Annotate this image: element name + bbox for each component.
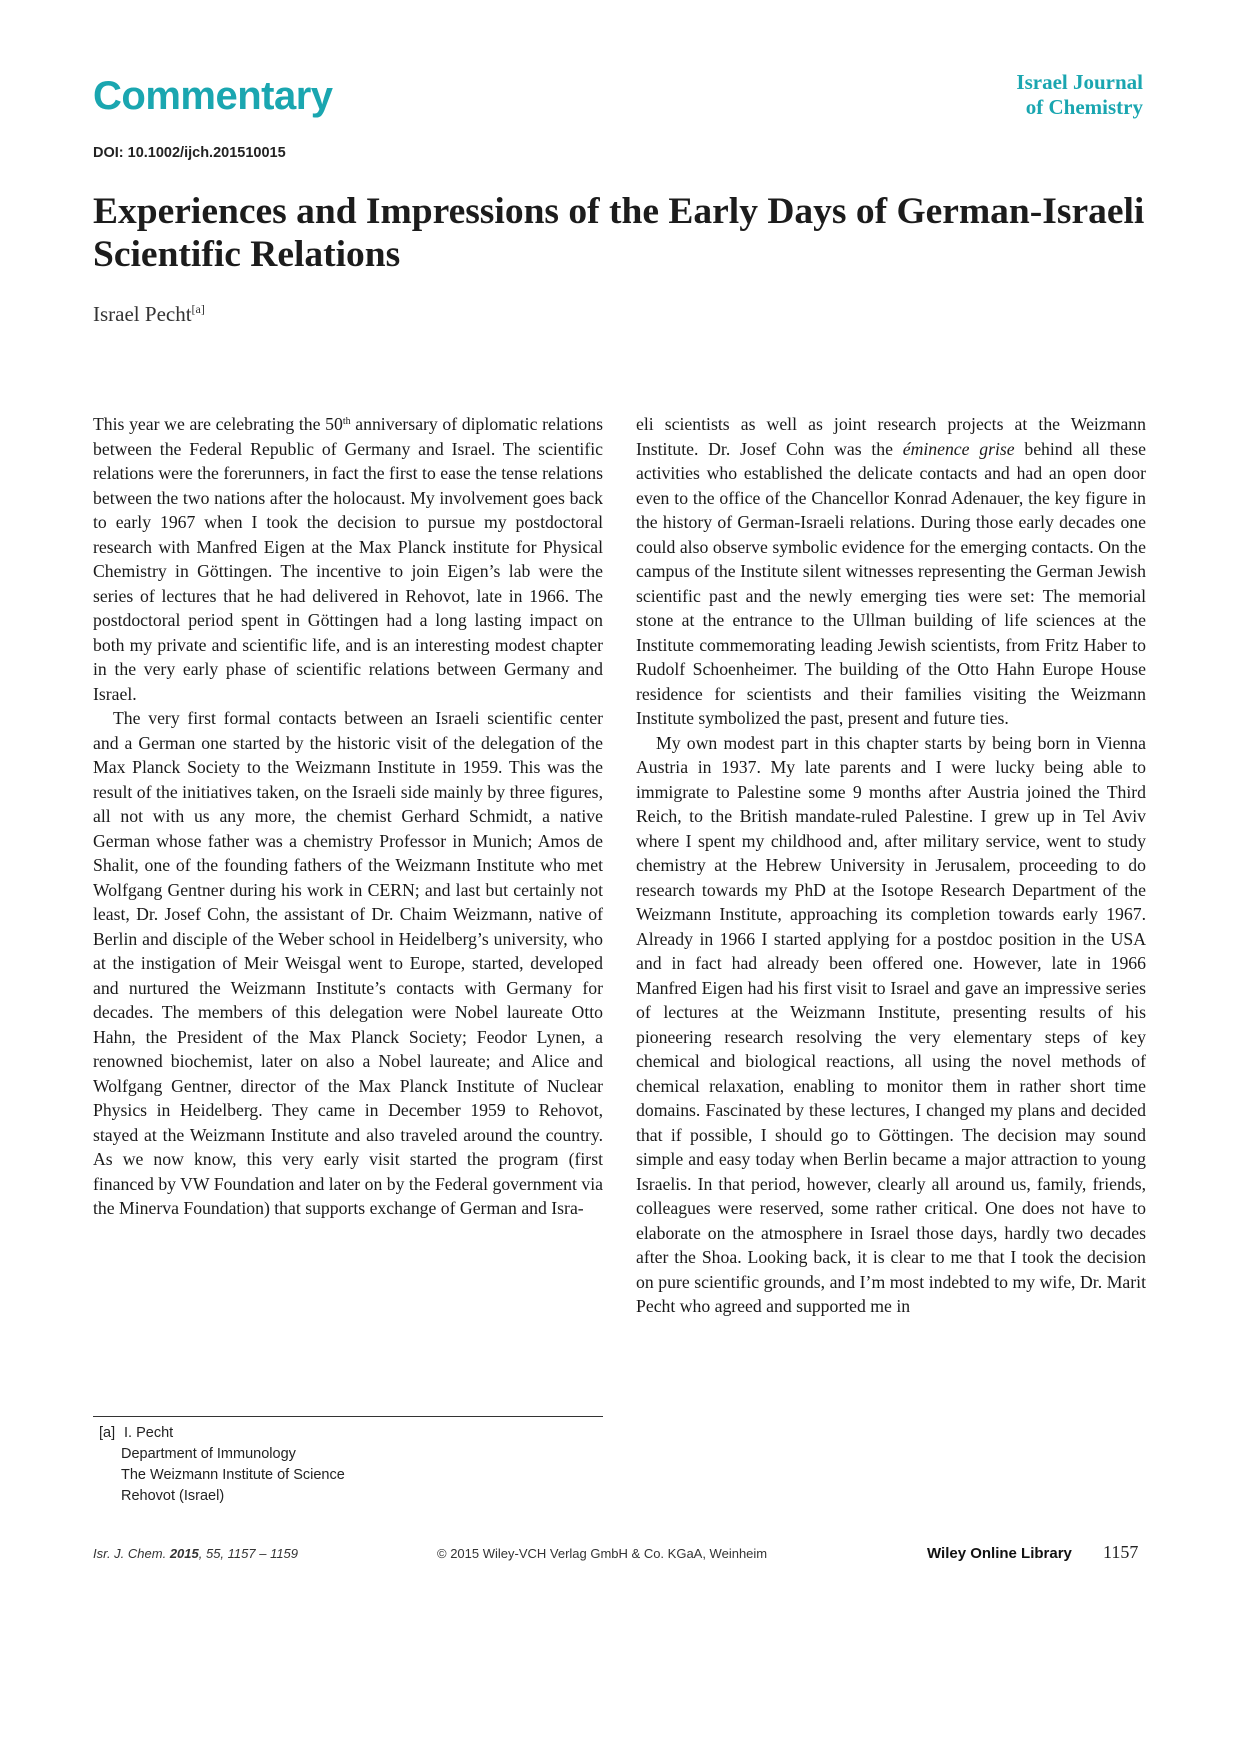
page-number: 1157 (1103, 1542, 1139, 1562)
journal-name-line2: of Chemistry (1025, 95, 1143, 119)
author-name: Israel Pecht (93, 302, 192, 326)
footer-citation: Isr. J. Chem. 2015, 55, 1157 – 1159 (93, 1546, 299, 1561)
superscript: th (342, 416, 351, 427)
footnote-marker: [a] (99, 1425, 116, 1441)
body-column-right (636, 412, 1146, 1319)
footnote-divider (93, 1416, 603, 1417)
italic-term: éminence grise (902, 438, 1015, 459)
footnote-location: Rehovot (Israel) (121, 1488, 225, 1504)
author-affiliation-mark: [a] (191, 302, 205, 316)
footer-copyright: © 2015 Wiley-VCH Verlag GmbH & Co. KGaA, Weinheim (437, 1546, 768, 1561)
wiley-online-library-link[interactable]: Wiley Online Library (927, 1545, 1072, 1562)
journal-name (943, 70, 1143, 120)
footnote-institute: The Weizmann Institute of Science (121, 1467, 345, 1483)
paragraph: The very first formal contacts between an Israeli scientific center and a German one started by the historic visit of the delegation of the Max Planck Society to the Weizmann Institute in 1959. This was the result of the initiatives taken, on the Israeli side mainly by three figures, all not with us any more, the chemist Gerhard Schmidt, a native German whose father was a chemistry Professor in Munich; Amos de Shalit, one of the founding fathers of the Weizmann Institute who met Wolfgang Gentner during his work in CERN; and last but certainly not least, Dr. Josef Cohn, the assistant of Dr. Chaim Weizmann, native of Berlin and disciple of the Weber school in Heidelberg’s university, who at the instigation of Meir Weisgal went to Europe, started, developed and nurtured the Weizmann Institute’s contacts with Germany for decades. The members of this delegation were Nobel laureate Otto Hahn, the President of the Max Planck Society; Feodor Lynen, a renowned biochemist, later on also a Nobel laureate; and Alice and Wolfgang Gentner, director of the Max Planck Institute of Nuclear Physics in Heidelberg. They came in December 1959 to Rehovot, stayed at the Weizmann Institute and also traveled around the country. As we now know, this very early visit started the program (first financed by VW Foundation and later on by the Federal government via the Minerva Foundation) that supports exchange of German and Isra- (93, 708, 603, 1218)
paragraph: eli scientists as well as joint research projects at the Weizmann Institute. Dr. Josef Cohn was the éminence grise behind all these activities who established the delicate contacts and had an open door even to the office of the Chancellor Konrad Adenauer, the key figure in the history of German-Israeli relations. During those early decades one could also observe symbolic evidence for the emerging contacts. On the campus of the Institute silent witnesses representing the German Jewish scientific past and the newly emerging ties were set: The memorial stone at the entrance to the Ullman building of life sciences at the Institute commemorating leading Jewish scientists, from Fritz Haber to Rudolf Schoenheimer. The building of the Otto Hahn Europe House residence for scientists and their families visiting the Weizmann Institute symbolized the past, present and future ties. (636, 414, 1146, 728)
author-line (93, 302, 205, 327)
footnote-author: I. Pecht (124, 1425, 174, 1441)
paragraph: This year we are celebrating the 50th anniversary of diplomatic relations between the Federal Republic of Germany and Israel. The scientific relations were the forerunners, in fact the first to ease the tense relations between the two nations after the holocaust. My involvement goes back to early 1967 when I took the decision to pursue my postdoctoral research with Manfred Eigen at the Max Planck institute for Physical Chemistry in Göttingen. The incentive to join Eigen’s lab were the series of lectures that he had delivered in Rehovot, late in 1966. The postdoctoral period spent in Göttingen had a long lasting impact on both my private and scientific life, and is an interesting modest chapter in the very early phase of scientific relations between Germany and Israel. (93, 414, 603, 704)
journal-name-line1: Israel Journal (1016, 70, 1143, 94)
paragraph: My own modest part in this chapter starts by being born in Vienna Austria in 1937. My late parents and I were lucky being able to immigrate to Palestine some 9 months after Austria joined the Third Reich, to the British mandate-ruled Palestine. I grew up in Tel Aviv where I spent my childhood and, after military service, went to study chemistry at the Hebrew University in Jerusalem, proceeding to do research towards my PhD at the Isotope Research Department of the Weizmann Institute, approaching its completion towards early 1967. Already in 1966 I started applying for a postdoc position in the USA and in fact had already been offered one. However, late in 1966 Manfred Eigen had his first visit to Israel and gave an impressive series of lectures at the Weizmann Institute, presenting results of his pioneering research resolving the very elementary steps of key chemical and biological reactions, all using the novel methods of chemical relaxation, enabling to monitor them in rather short time domains. Fascinated by these lectures, I changed my plans and decided that if possible, I should go to Göttingen. The decision may sound simple and easy today when Berlin became a major attraction to young Israelis. In that period, however, clearly all around us, family, friends, colleagues were reserved, some rather critical. One does not have to elaborate on the atmosphere in Israel those days, hardly two decades after the Shoa. Looking back, it is clear to me that I took the decision on pure scientific grounds, and I’m most indebted to my wife, Dr. Marit Pecht who agreed and supported me in (636, 732, 1146, 1316)
doi[interactable]: DOI: 10.1002/ijch.201510015 (93, 145, 286, 161)
section-label: Commentary (93, 74, 333, 118)
article-title: Experiences and Impressions of the Early Days of German-Israeli Scientific Relations (93, 191, 1145, 275)
body-column-left (93, 412, 603, 1221)
footnote-department: Department of Immunology (121, 1446, 296, 1462)
affiliation-footnote (93, 1423, 603, 1504)
